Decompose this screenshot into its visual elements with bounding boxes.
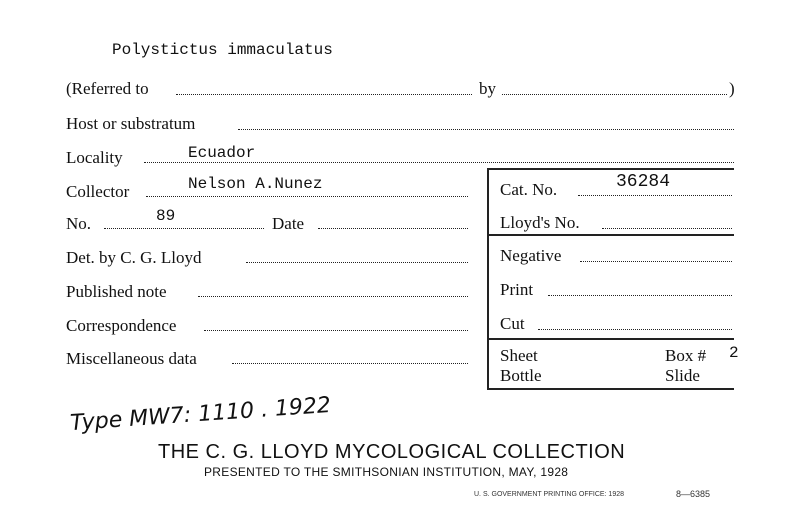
box-top-border <box>487 168 734 170</box>
referred-to-line <box>176 94 472 95</box>
date-label: Date <box>272 214 305 233</box>
by-line <box>502 94 727 95</box>
det-label: Det. by C. G. Lloyd <box>66 248 202 267</box>
form-number: 8—6385 <box>676 489 711 499</box>
printing-office: U. S. GOVERNMENT PRINTING OFFICE: 1928 <box>474 491 625 498</box>
cut-divider <box>487 338 734 340</box>
host-label: Host or substratum <box>66 114 196 133</box>
referred-to-label: (Referred to <box>66 79 149 98</box>
presented-line: PRESENTED TO THE SMITHSONIAN INSTITUTION, MAY, 1928 <box>204 465 569 479</box>
misc-label: Miscellaneous data <box>66 349 197 368</box>
sheet-label: Sheet <box>500 346 538 365</box>
cat-no-label: Cat. No. <box>500 180 558 199</box>
lloyds-no-label: Lloyd's No. <box>500 213 580 232</box>
locality-value: Ecuador <box>188 144 256 162</box>
no-line <box>104 228 264 229</box>
correspondence-line <box>204 330 468 331</box>
det-line <box>246 262 468 263</box>
lloyds-divider <box>487 234 734 236</box>
slide-label: Slide <box>665 366 700 385</box>
lloyds-no-line <box>602 228 732 229</box>
no-label: No. <box>66 214 92 233</box>
print-label: Print <box>500 280 534 299</box>
host-line <box>238 129 734 130</box>
close-paren: ) <box>729 79 735 98</box>
published-label: Published note <box>66 282 167 301</box>
published-line <box>198 296 468 297</box>
print-line <box>548 295 732 296</box>
cat-no-line <box>578 195 732 196</box>
no-value: 89 <box>156 207 176 225</box>
date-line <box>318 228 468 229</box>
cut-line <box>538 329 732 330</box>
correspondence-label: Correspondence <box>66 316 177 335</box>
box-value: 2 <box>729 344 739 362</box>
collector-label: Collector <box>66 182 130 201</box>
cat-no-value: 36284 <box>616 172 671 192</box>
collector-line <box>146 196 468 197</box>
bottle-label: Bottle <box>500 366 542 385</box>
species-name: Polystictus immaculatus <box>112 41 333 59</box>
misc-line <box>232 363 468 364</box>
handwritten-note: Type MW7: 1110 . 1922 <box>69 392 332 437</box>
box-left-border <box>487 168 489 389</box>
box-label: Box # <box>665 346 707 365</box>
by-label: by <box>479 79 496 98</box>
negative-label: Negative <box>500 246 562 265</box>
locality-label: Locality <box>66 148 123 167</box>
collector-value: Nelson A.Nunez <box>188 175 323 193</box>
negative-line <box>580 261 732 262</box>
cut-label: Cut <box>500 314 525 333</box>
box-bottom-border <box>487 388 734 390</box>
collection-title: THE C. G. LLOYD MYCOLOGICAL COLLECTION <box>158 441 626 463</box>
